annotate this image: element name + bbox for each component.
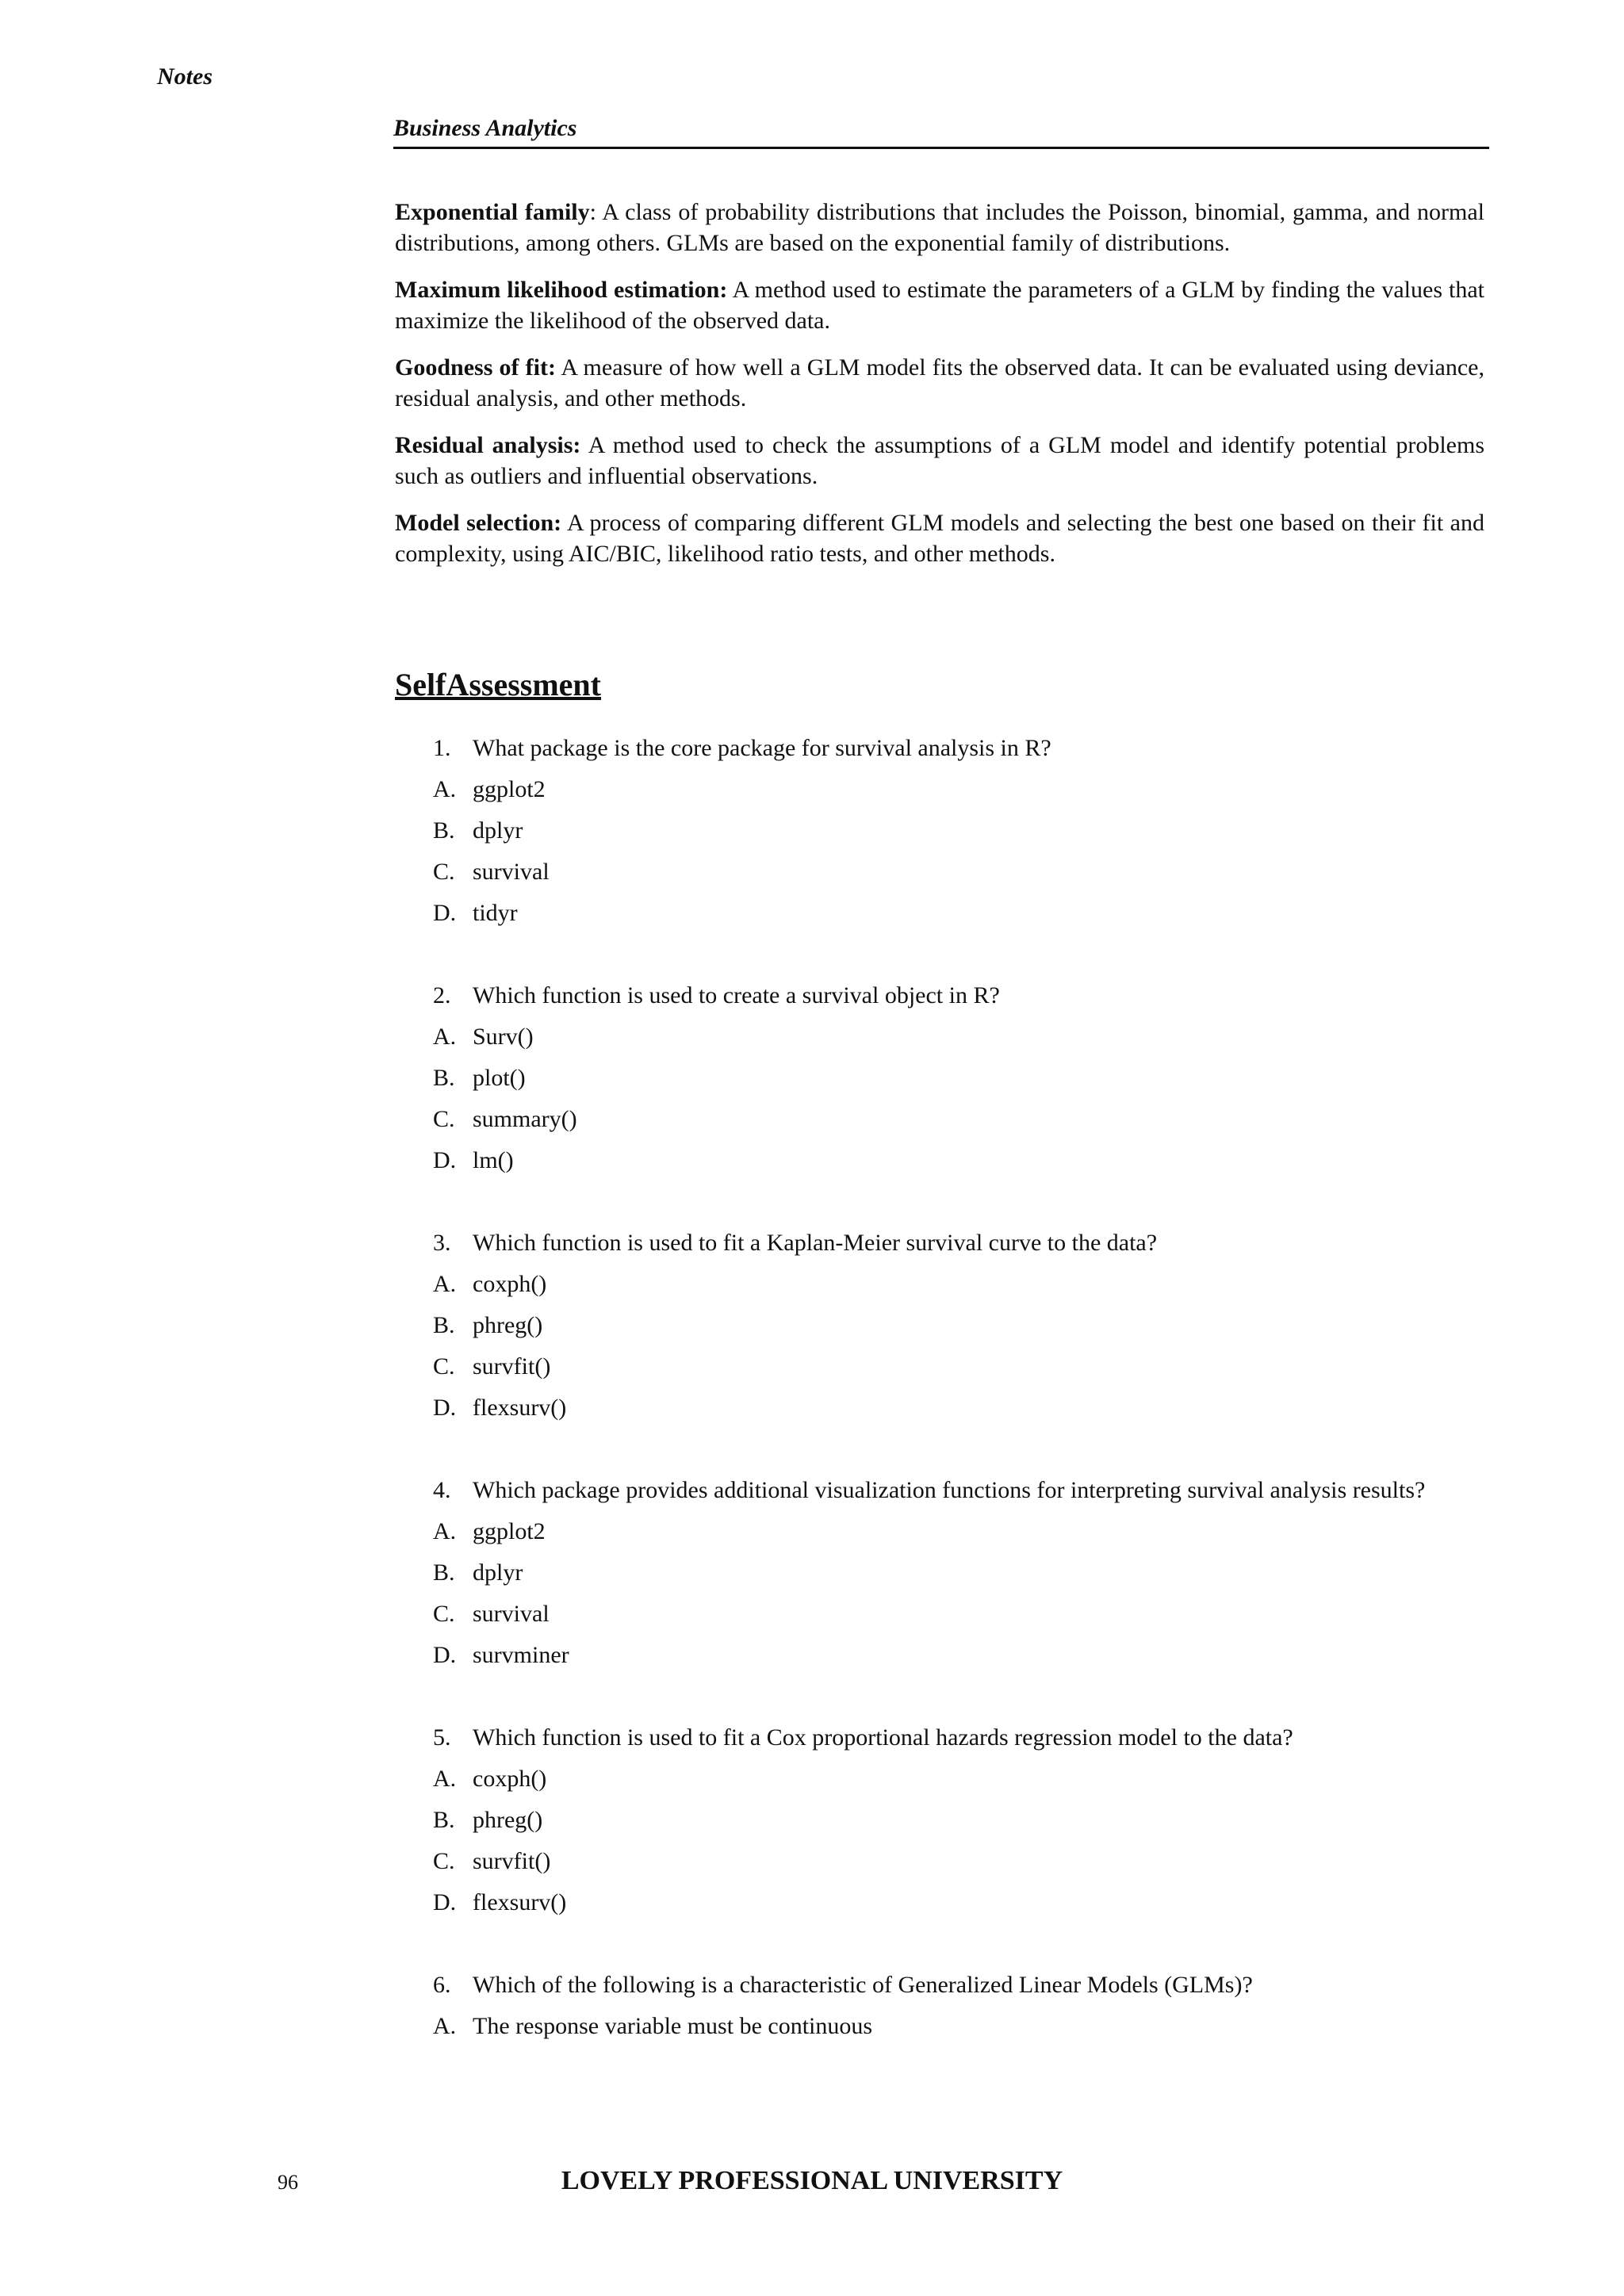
option-label: C. <box>433 859 455 885</box>
option-label: C. <box>433 1601 455 1627</box>
definition-term: Exponential family <box>395 199 590 225</box>
option <box>433 1099 1486 1140</box>
question-number: 5. <box>433 1724 451 1751</box>
option-text: phreg() <box>473 1312 543 1338</box>
option <box>433 1800 1486 1841</box>
option <box>433 2006 1486 2047</box>
definition-separator: : <box>589 199 596 225</box>
option-label: B. <box>433 1065 455 1091</box>
option <box>433 1552 1486 1594</box>
self-assessment-heading: SelfAssessment <box>395 667 601 702</box>
definition-text: A method used to check the assumptions of a GLM model and identify potential problems such as outliers and influential observations. <box>395 432 1485 489</box>
option <box>433 1058 1486 1099</box>
question-5 <box>433 1717 1486 1923</box>
option <box>433 851 1486 893</box>
question-text: Which function is used to fit a Cox proportional hazards regression model to the data? <box>473 1724 1293 1751</box>
definition-goodness-of-fit <box>395 352 1484 414</box>
question-text: Which function is used to fit a Kaplan-Meier survival curve to the data? <box>473 1230 1158 1256</box>
option <box>433 1758 1486 1800</box>
question-number: 3. <box>433 1230 451 1256</box>
option-text: coxph() <box>473 1766 547 1792</box>
option-label: B. <box>433 817 455 844</box>
option-label: C. <box>433 1848 455 1874</box>
option <box>433 1511 1486 1552</box>
question-number: 2. <box>433 982 451 1008</box>
option <box>433 1882 1486 1923</box>
option <box>433 1264 1486 1305</box>
definition-term: Goodness of fit: <box>395 354 556 381</box>
option-label: A. <box>433 1271 457 1297</box>
option-label: D. <box>433 900 457 926</box>
option-label: D. <box>433 1147 457 1173</box>
option-label: B. <box>433 1312 455 1338</box>
option-text: flexsurv() <box>473 1889 567 1915</box>
question-number: 4. <box>433 1477 451 1503</box>
option-text: lm() <box>473 1147 514 1173</box>
footer-university: LOVELY PROFESSIONAL UNIVERSITY <box>561 2166 1063 2195</box>
definition-term: Maximum likelihood estimation: <box>395 277 728 303</box>
question-number: 6. <box>433 1972 451 1998</box>
question-number: 1. <box>433 735 451 761</box>
question-text: Which package provides additional visualization functions for interpreting survival analysis results? <box>473 1477 1426 1503</box>
question-stem <box>433 1223 1486 1264</box>
option <box>433 1346 1486 1387</box>
question-text: What package is the core package for survival analysis in R? <box>473 735 1051 761</box>
question-text: Which function is used to create a survival object in R? <box>473 982 1000 1008</box>
option-text: phreg() <box>473 1807 543 1833</box>
option-text: survfit() <box>473 1353 551 1380</box>
question-stem <box>433 728 1486 769</box>
option-label: A. <box>433 1024 457 1050</box>
option-text: The response variable must be continuous <box>473 2013 873 2039</box>
question-4 <box>433 1470 1486 1676</box>
option <box>433 1387 1486 1429</box>
option-text: dplyr <box>473 1559 523 1586</box>
option-text: Surv() <box>473 1024 534 1050</box>
option-text: dplyr <box>473 817 523 844</box>
option-label: A. <box>433 776 457 802</box>
definition-text: A class of probability distributions that includes the Poisson, binomial, gamma, and normal distributions, among others. GLMs are based on the exponential family of distributions. <box>395 199 1484 256</box>
page-number: 96 <box>278 2171 298 2194</box>
notes-label: Notes <box>157 63 213 90</box>
option <box>433 1140 1486 1181</box>
definition-mle <box>395 274 1484 336</box>
option-text: flexsurv() <box>473 1395 567 1421</box>
option-text: survival <box>473 1601 550 1627</box>
option-label: B. <box>433 1807 455 1833</box>
option-text: tidyr <box>473 900 518 926</box>
running-title: Business Analytics <box>393 115 1489 149</box>
option-label: D. <box>433 1889 457 1915</box>
option-text: coxph() <box>473 1271 547 1297</box>
question-stem <box>433 1965 1486 2006</box>
option-label: C. <box>433 1106 455 1132</box>
option-label: C. <box>433 1353 455 1380</box>
definition-term: Model selection: <box>395 510 562 536</box>
option-label: A. <box>433 1518 457 1544</box>
option-text: survival <box>473 859 550 885</box>
option <box>433 1635 1486 1676</box>
option-label: A. <box>433 2013 457 2039</box>
option-text: plot() <box>473 1065 526 1091</box>
option-label: B. <box>433 1559 455 1586</box>
question-1 <box>433 728 1486 934</box>
question-text: Which of the following is a characteristic of Generalized Linear Models (GLMs)? <box>473 1972 1253 1998</box>
question-list <box>433 728 1486 2088</box>
question-stem <box>433 1470 1486 1511</box>
definition-text: A process of comparing different GLM models and selecting the best one based on their fit and complexity, using AIC/BIC, likelihood ratio tests, and other methods. <box>395 510 1484 567</box>
option <box>433 893 1486 934</box>
option <box>433 769 1486 810</box>
option-label: A. <box>433 1766 457 1792</box>
definition-residual-analysis <box>395 430 1484 492</box>
definition-text: A measure of how well a GLM model fits the observed data. It can be evaluated using deviance, residual analysis, and other methods. <box>395 354 1484 411</box>
question-6 <box>433 1965 1486 2047</box>
definitions-section <box>395 197 1484 585</box>
question-stem <box>433 975 1486 1016</box>
question-2 <box>433 975 1486 1181</box>
option <box>433 1841 1486 1882</box>
option-text: survfit() <box>473 1848 551 1874</box>
option-label: D. <box>433 1642 457 1668</box>
question-3 <box>433 1223 1486 1429</box>
option-text: ggplot2 <box>473 776 546 802</box>
question-stem <box>433 1717 1486 1758</box>
option <box>433 810 1486 851</box>
option <box>433 1594 1486 1635</box>
definition-exponential-family <box>395 197 1484 258</box>
option-label: D. <box>433 1395 457 1421</box>
option <box>433 1016 1486 1058</box>
definition-text: A method used to estimate the parameters of a GLM by finding the values that maximize the likelihood of the observed data. <box>395 277 1484 334</box>
option-text: survminer <box>473 1642 569 1668</box>
definition-model-selection <box>395 507 1484 569</box>
option-text: ggplot2 <box>473 1518 546 1544</box>
option-text: summary() <box>473 1106 577 1132</box>
option <box>433 1305 1486 1346</box>
definition-term: Residual analysis: <box>395 432 581 458</box>
